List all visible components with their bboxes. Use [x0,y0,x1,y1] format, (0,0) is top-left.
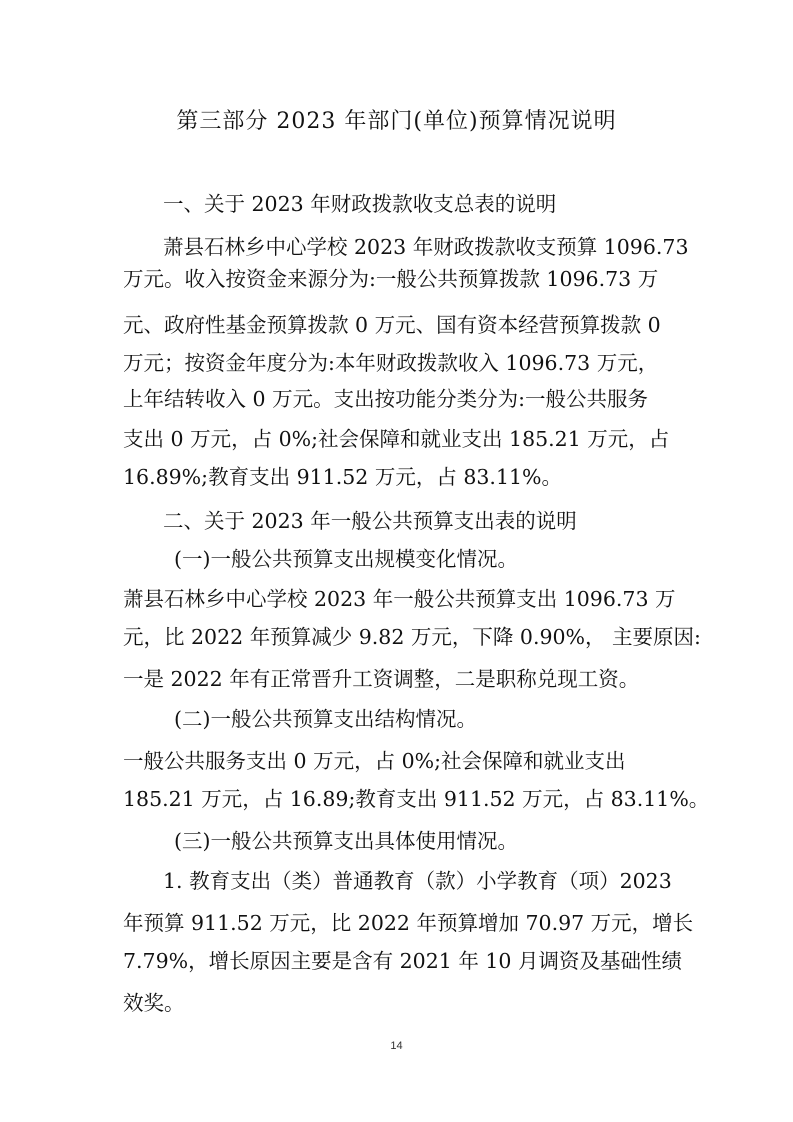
paragraph-line: 元、政府性基金预算拨款 0 万元、国有资本经营预算拨款 0 [123,313,661,337]
paragraph-line: 元，比 2022 年预算减少 9.82 万元，下降 0.90%， 主要原因: [123,625,701,649]
section-heading: 二、关于 2023 年一般公共预算支出表的说明 [163,509,577,533]
paragraph-line: 年预算 911.52 万元，比 2022 年预算增加 70.97 万元，增长 [123,911,694,935]
subsection-heading: (一)一般公共预算支出规模变化情况。 [174,547,518,571]
paragraph-line: 萧县石林乡中心学校 2023 年一般公共预算支出 1096.73 万 [123,587,676,611]
page-title: 第三部分 2023 年部门(单位)预算情况说明 [176,109,617,134]
subsection-heading: (二)一般公共预算支出结构情况。 [174,707,477,731]
paragraph-line: 上年结转收入 0 万元。支出按功能分类分为:一般公共服务 [123,387,648,411]
paragraph-line: 效奖。 [123,991,185,1015]
paragraph-line: 7.79%，增长原因主要是含有 2021 年 10 月调资及基础性绩 [123,949,682,973]
paragraph-line: 一、关于 2023 年财政拨款收支总表的说明 [163,192,557,216]
paragraph-line: 一是 2022 年有正常晋升工资调整，二是职称兑现工资。 [123,667,640,691]
paragraph-line: 万元；按资金年度分为:本年财政拨款收入 1096.73 万元， [123,351,659,375]
paragraph-line: 16.89%;教育支出 911.52 万元，占 83.11%。 [123,465,563,489]
paragraph-line: 1. 教育支出（类）普通教育（款）小学教育（项）2023 [163,869,672,893]
subsection-heading: (三)一般公共预算支出具体使用情况。 [174,829,518,853]
page-number: 14 [390,1040,403,1052]
paragraph-line: 185.21 万元，占 16.89;教育支出 911.52 万元，占 83.11%。 [123,787,710,811]
paragraph-line: 萧县石林乡中心学校 2023 年财政拨款收支预算 1096.73 [163,235,689,259]
paragraph-line: 支出 0 万元，占 0%;社会保障和就业支出 185.21 万元，占 [123,427,670,451]
paragraph-line: 一般公共服务支出 0 万元，占 0%;社会保障和就业支出 [123,749,626,773]
paragraph-line: 万元。收入按资金来源分为:一般公共预算拨款 1096.73 万 [123,267,659,291]
